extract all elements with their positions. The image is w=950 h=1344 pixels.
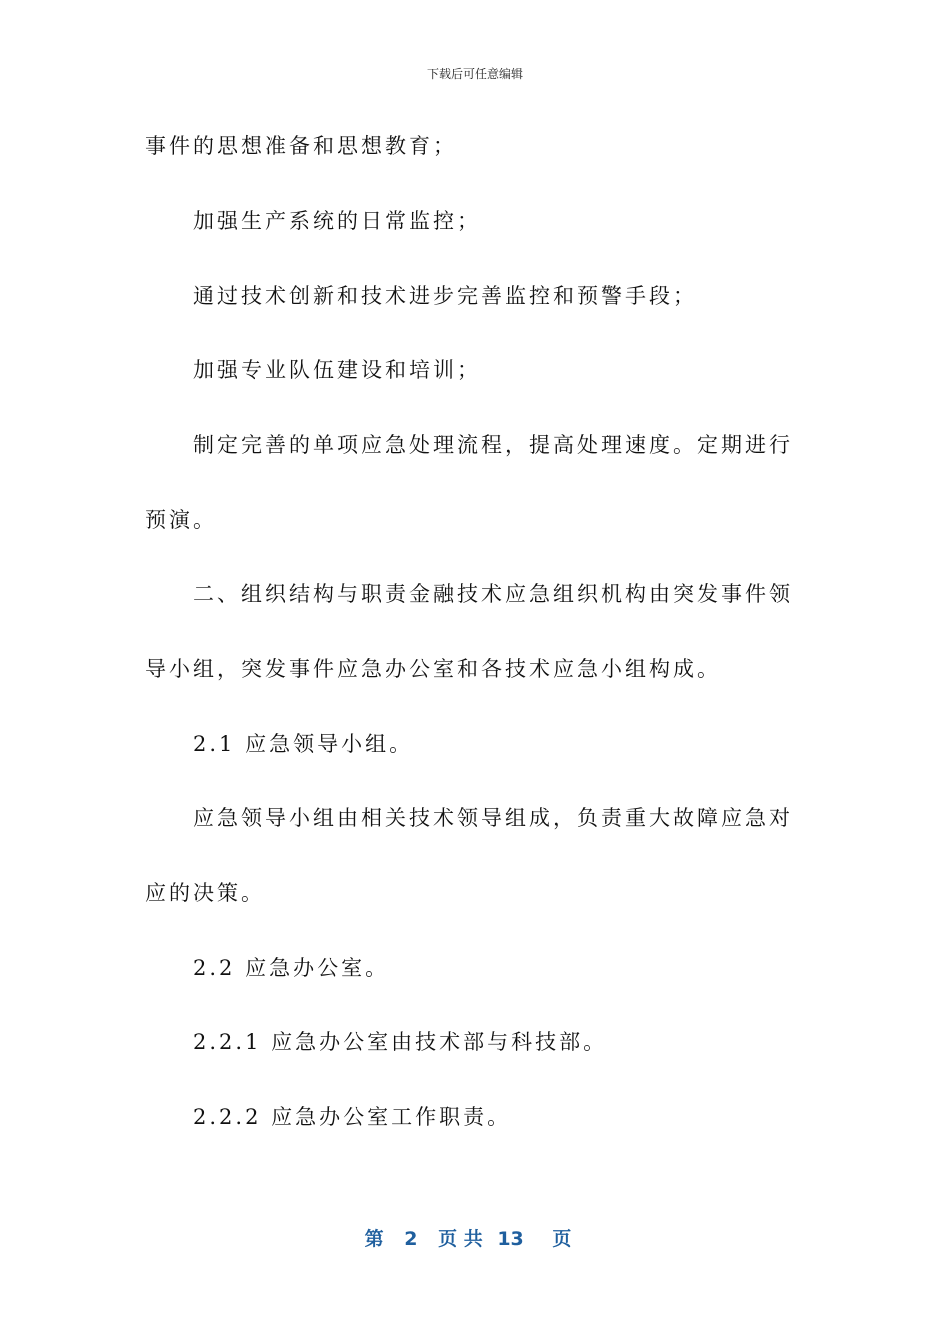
footer-total-pages: 13 xyxy=(497,1228,524,1250)
footer-page-number: 2 xyxy=(404,1228,418,1250)
paragraph-line: 制定完善的单项应急处理流程，提高处理速度。定期进行 xyxy=(193,433,793,457)
section-heading: 2.2 应急办公室。 xyxy=(193,956,390,980)
footer-suffix: 页 xyxy=(552,1228,572,1250)
paragraph-line: 导小组，突发事件应急办公室和各技术应急小组构成。 xyxy=(145,657,721,681)
paragraph-line: 二、组织结构与职责金融技术应急组织机构由突发事件领 xyxy=(193,582,793,606)
page-footer xyxy=(0,1226,950,1252)
page-header: 下载后可任意编辑 xyxy=(426,67,523,81)
paragraph-line: 应急领导小组由相关技术领导组成，负责重大故障应急对 xyxy=(193,806,793,830)
paragraph-line: 事件的思想准备和思想教育； xyxy=(145,134,457,158)
footer-middle: 页 共 xyxy=(438,1228,483,1250)
section-heading: 2.2.2 应急办公室工作职责。 xyxy=(193,1105,512,1129)
section-heading: 2.1 应急领导小组。 xyxy=(193,732,414,756)
footer-prefix: 第 xyxy=(364,1228,384,1250)
paragraph-line: 加强专业队伍建设和培训； xyxy=(193,358,481,382)
paragraph-line: 应的决策。 xyxy=(145,881,265,905)
paragraph-line: 通过技术创新和技术进步完善监控和预警手段； xyxy=(193,284,697,308)
paragraph-line: 加强生产系统的日常监控； xyxy=(193,209,481,233)
paragraph-line: 预演。 xyxy=(145,508,217,532)
section-heading: 2.2.1 应急办公室由技术部与科技部。 xyxy=(193,1030,608,1054)
